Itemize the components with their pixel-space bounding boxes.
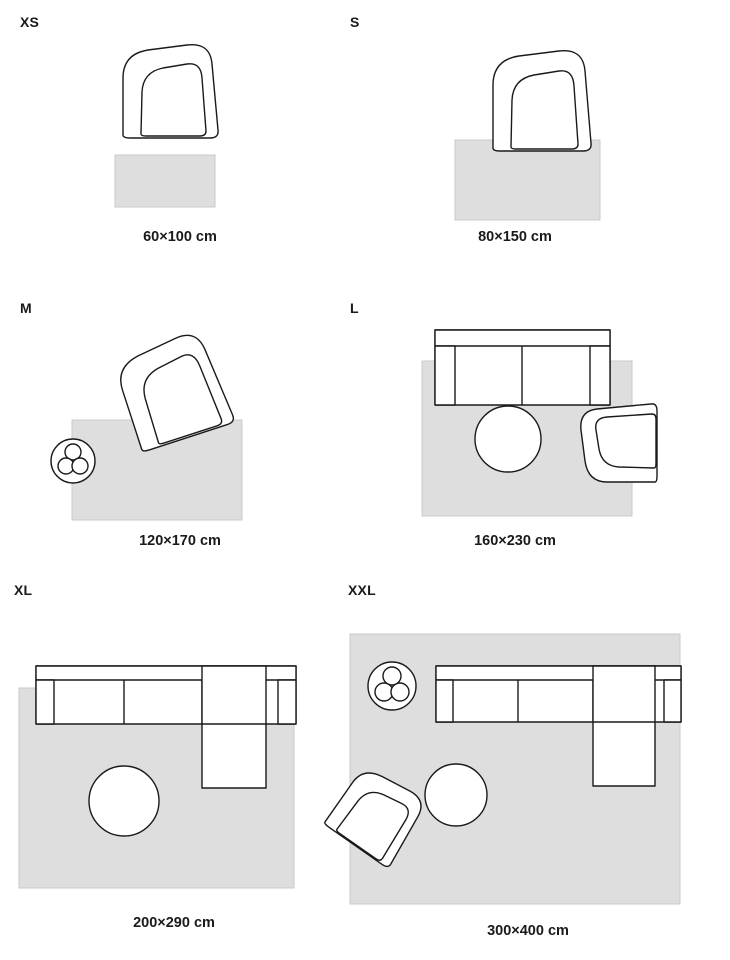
size-label-l: L bbox=[350, 300, 359, 316]
scene-xs bbox=[20, 30, 340, 215]
scene-xxl bbox=[348, 598, 708, 913]
size-label-m: M bbox=[20, 300, 32, 316]
dimension-label-xxl: 300×400 cm bbox=[487, 923, 569, 939]
scene-l bbox=[350, 316, 680, 521]
size-option-xl bbox=[14, 582, 334, 952]
armchair-icon-s bbox=[493, 51, 591, 151]
round-table-icon-xxl bbox=[425, 764, 487, 826]
dimension-label-l: 160×230 cm bbox=[474, 533, 556, 549]
plant-icon-xxl bbox=[368, 662, 416, 710]
size-label-xxl: XXL bbox=[348, 582, 376, 598]
armchair-icon-l bbox=[581, 404, 657, 482]
plant-icon-m bbox=[51, 439, 95, 483]
round-table-icon-xl bbox=[89, 766, 159, 836]
size-option-xxl bbox=[348, 582, 708, 952]
scene-m bbox=[20, 316, 340, 521]
rug-shape-s bbox=[455, 140, 600, 220]
scene-s bbox=[350, 30, 680, 215]
size-label-xl: XL bbox=[14, 582, 33, 598]
dimension-label-xs: 60×100 cm bbox=[143, 229, 217, 245]
scene-xl bbox=[14, 598, 334, 903]
round-table-icon-l bbox=[475, 406, 541, 472]
rug-shape-xs bbox=[115, 155, 215, 207]
size-option-s bbox=[350, 14, 680, 254]
size-option-xs bbox=[20, 14, 340, 254]
dimension-label-xl: 200×290 cm bbox=[133, 915, 215, 931]
dimension-label-m: 120×170 cm bbox=[139, 533, 221, 549]
armchair-icon-xs bbox=[123, 45, 218, 138]
size-label-xs: XS bbox=[20, 14, 40, 30]
sofa-icon-l bbox=[435, 330, 610, 405]
size-label-s: S bbox=[350, 14, 360, 30]
dimension-label-s: 80×150 cm bbox=[478, 229, 552, 245]
size-option-l bbox=[350, 300, 680, 570]
size-option-m bbox=[20, 300, 340, 570]
